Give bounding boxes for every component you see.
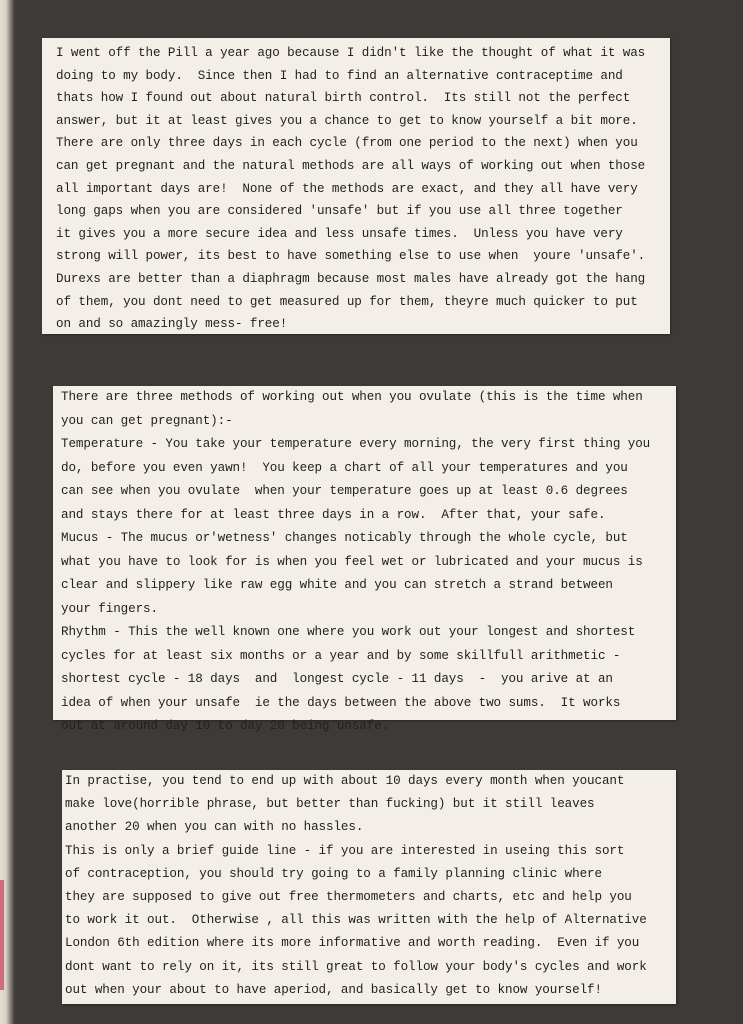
text-line: Temperature - You take your temperature every morning, the very first thing you — [61, 437, 651, 451]
clipping-practice-advice — [62, 770, 676, 1004]
text-line: you can get pregnant):- — [61, 413, 233, 428]
text-line: out when your about to have aperiod, and basically get to know yourself! — [65, 982, 602, 997]
text-line: of them, you dont need to get measured up for them, theyre much quicker to put — [56, 294, 638, 309]
text-line: idea of when your unsafe ie the days between the above two sums. It works — [61, 695, 621, 710]
text-line: to work it out. Otherwise , all this was written with the help of Alternative — [65, 913, 647, 928]
text-line: shortest cycle - 18 days and longest cycle - 11 days - you arive at an — [61, 672, 613, 686]
clipping-personal-story — [42, 38, 670, 334]
text-line: it gives you a more secure idea and less unsafe times. Unless you have very — [56, 226, 623, 241]
page-edge-mark — [0, 880, 4, 990]
text-line: and stays there for at least three days in a row. After that, your safe. — [61, 507, 606, 522]
text-line: long gaps when you are considered 'unsafe' but if you use all three together — [56, 204, 623, 219]
text-line: your fingers. — [61, 601, 158, 616]
text-line: on and so amazingly mess- free! — [56, 317, 288, 332]
text-line: what you have to look for is when you feel wet or lubricated and your mucus is — [61, 554, 643, 569]
clipping-ovulation-methods — [53, 386, 676, 733]
text-line: I went off the Pill a year ago because I didn't like the thought of what it was — [56, 46, 646, 60]
text-line: doing to my body. Since then I had to find an alternative contraceptime and — [56, 68, 623, 83]
text-line: This is only a brief guide line - if you are interested in useing this sort — [65, 843, 625, 858]
text-line: of contraception, you should try going to a family planning clinic where — [65, 866, 602, 881]
text-line: clear and slippery like raw egg white and you can stretch a strand between — [61, 578, 613, 592]
text-line: out at around day 10 to day 20 being unsafe. — [61, 719, 390, 733]
text-line: make love(horrible phrase, but better than fucking) but it still leaves — [65, 797, 595, 812]
text-line: Durexs are better than a diaphragm because most males have already got the hang — [56, 271, 646, 286]
text-line: all important days are! None of the methods are exact, and they all have very — [56, 181, 638, 196]
text-line: they are supposed to give out free thermometers and charts, etc and help you — [65, 890, 632, 905]
text-line: another 20 when you can with no hassles. — [65, 820, 364, 835]
text-line: Mucus - The mucus or'wetness' changes noticably through the whole cycle, but — [61, 531, 628, 545]
text-line: In practise, you tend to end up with about 10 days every month when youcant — [65, 774, 625, 788]
text-line: answer, but it at least gives you a chance to get to know yourself a bit more. — [56, 113, 638, 128]
text-line: Rhythm - This the well known one where you work out your longest and shortest — [61, 625, 636, 639]
text-line: cycles for at least six months or a year and by some skillfull arithmetic - — [61, 648, 621, 663]
scrapbook-page-edge — [0, 0, 16, 1024]
text-line: There are only three days in each cycle (from one period to the next) when you — [56, 136, 638, 151]
text-line: do, before you even yawn! You keep a chart of all your temperatures and you — [61, 460, 628, 475]
text-line: London 6th edition where its more informative and worth reading. Even if you — [65, 936, 640, 951]
text-line: There are three methods of working out when you ovulate (this is the time when — [61, 390, 643, 404]
text-line: thats how I found out about natural birth control. Its still not the perfect — [56, 91, 631, 106]
text-line: dont want to rely on it, its still great to follow your body's cycles and work — [65, 959, 647, 974]
text-line: can see when you ovulate when your temperature goes up at least 0.6 degrees — [61, 484, 628, 498]
text-line: strong will power, its best to have something else to use when youre 'unsafe'. — [56, 249, 646, 264]
text-line: can get pregnant and the natural methods are all ways of working out when those — [56, 158, 646, 173]
